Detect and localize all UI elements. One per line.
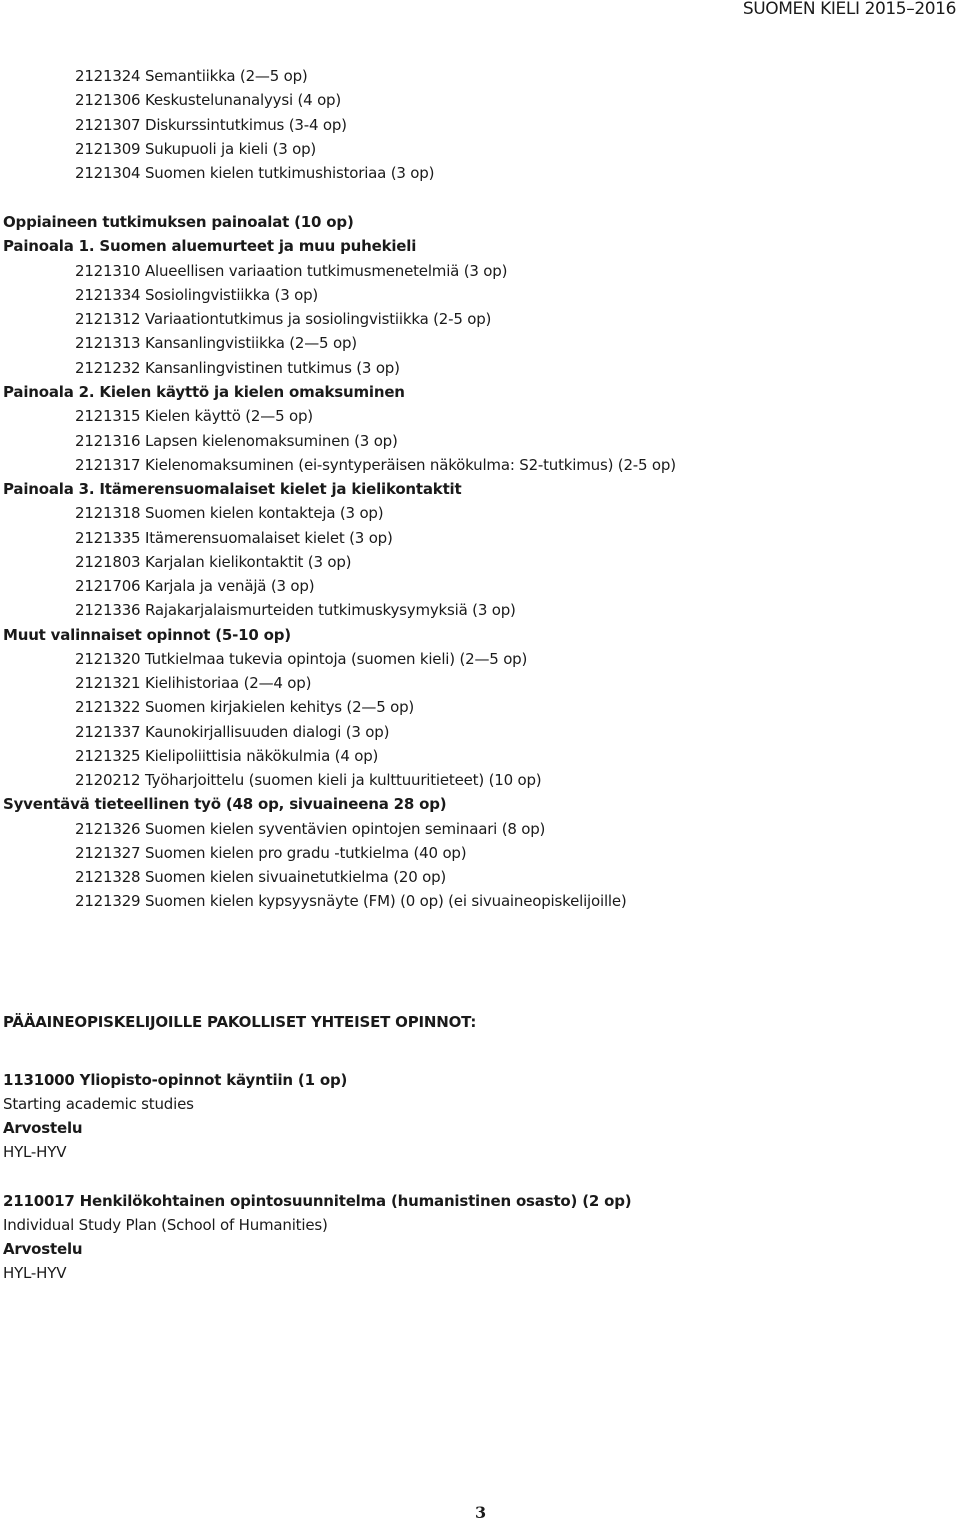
course-item: 2121306 Keskustelunanalyysi (4 op) xyxy=(75,91,342,109)
course-item: 2120212 Työharjoittelu (suomen kieli ja kulttuuritieteet) (10 op) xyxy=(75,771,542,789)
course-item: 2121320 Tutkielmaa tukevia opintoja (suomen kieli) (2—5 op) xyxy=(75,650,528,668)
course-item: 2121304 Suomen kielen tutkimushistoriaa (3 op) xyxy=(75,164,435,182)
grading-value: HYL-HYV xyxy=(3,1143,67,1161)
course-item: 2121337 Kaunokirjallisuuden dialogi (3 op) xyxy=(75,723,390,741)
mandatory-course-title: 1131000 Yliopisto-opinnot käyntiin (1 op) xyxy=(3,1071,348,1089)
course-item: 2121336 Rajakarjalaismurteiden tutkimuskysymyksiä (3 op) xyxy=(75,601,516,619)
page-number: 3 xyxy=(475,1503,486,1522)
section-heading-electives: Muut valinnaiset opinnot (5-10 op) xyxy=(3,626,291,644)
course-item: 2121327 Suomen kielen pro gradu -tutkielma (40 op) xyxy=(75,844,467,862)
course-item: 2121312 Variaationtutkimus ja sosiolingvistiikka (2-5 op) xyxy=(75,310,492,328)
course-item: 2121310 Alueellisen variaation tutkimusmenetelmiä (3 op) xyxy=(75,262,508,280)
grading-label: Arvostelu xyxy=(3,1240,83,1258)
section-heading-advanced: Syventävä tieteellinen työ (48 op, sivuaineena 28 op) xyxy=(3,795,447,813)
section-heading-focus-areas: Oppiaineen tutkimuksen painoalat (10 op) xyxy=(3,213,354,231)
course-item: 2121321 Kielihistoriaa (2—4 op) xyxy=(75,674,312,692)
course-item: 2121325 Kielipoliittisia näkökulmia (4 op) xyxy=(75,747,379,765)
course-item: 2121232 Kansanlingvistinen tutkimus (3 op) xyxy=(75,359,400,377)
course-item: 2121313 Kansanlingvistiikka (2—5 op) xyxy=(75,334,357,352)
grading-label: Arvostelu xyxy=(3,1119,83,1137)
mandatory-course-english: Individual Study Plan (School of Humanities) xyxy=(3,1216,328,1234)
section-heading-mandatory: PÄÄAINEOPISKELIJOILLE PAKOLLISET YHTEISET OPINNOT: xyxy=(3,1013,477,1031)
course-item: 2121803 Karjalan kielikontaktit (3 op) xyxy=(75,553,352,571)
course-item: 2121309 Sukupuoli ja kieli (3 op) xyxy=(75,140,317,158)
course-item: 2121324 Semantiikka (2—5 op) xyxy=(75,67,308,85)
mandatory-course-english: Starting academic studies xyxy=(3,1095,194,1113)
document-header-title: SUOMEN KIELI 2015–2016 xyxy=(742,0,956,19)
course-item: 2121318 Suomen kielen kontakteja (3 op) xyxy=(75,504,384,522)
course-item: 2121307 Diskurssintutkimus (3-4 op) xyxy=(75,116,347,134)
course-item: 2121335 Itämerensuomalaiset kielet (3 op) xyxy=(75,529,393,547)
focus-area-1-title: Painoala 1. Suomen aluemurteet ja muu puhekieli xyxy=(3,237,417,255)
course-item: 2121706 Karjala ja venäjä (3 op) xyxy=(75,577,315,595)
course-item: 2121317 Kielenomaksuminen (ei-syntyperäisen näkökulma: S2-tutkimus) (2-5 op) xyxy=(75,456,676,474)
grading-value: HYL-HYV xyxy=(3,1264,67,1282)
mandatory-course-title: 2110017 Henkilökohtainen opintosuunnitelma (humanistinen osasto) (2 op) xyxy=(3,1192,632,1210)
course-item: 2121316 Lapsen kielenomaksuminen (3 op) xyxy=(75,432,398,450)
course-item: 2121334 Sosiolingvistiikka (3 op) xyxy=(75,286,319,304)
course-item: 2121326 Suomen kielen syventävien opintojen seminaari (8 op) xyxy=(75,820,546,838)
focus-area-2-title: Painoala 2. Kielen käyttö ja kielen omaksuminen xyxy=(3,383,405,401)
course-item: 2121315 Kielen käyttö (2—5 op) xyxy=(75,407,313,425)
focus-area-3-title: Painoala 3. Itämerensuomalaiset kielet ja kielikontaktit xyxy=(3,480,462,498)
course-item: 2121328 Suomen kielen sivuainetutkielma (20 op) xyxy=(75,868,447,886)
course-item: 2121322 Suomen kirjakielen kehitys (2—5 op) xyxy=(75,698,415,716)
course-item: 2121329 Suomen kielen kypsyysnäyte (FM) (0 op) (ei sivuaineopiskelijoille) xyxy=(75,892,627,910)
